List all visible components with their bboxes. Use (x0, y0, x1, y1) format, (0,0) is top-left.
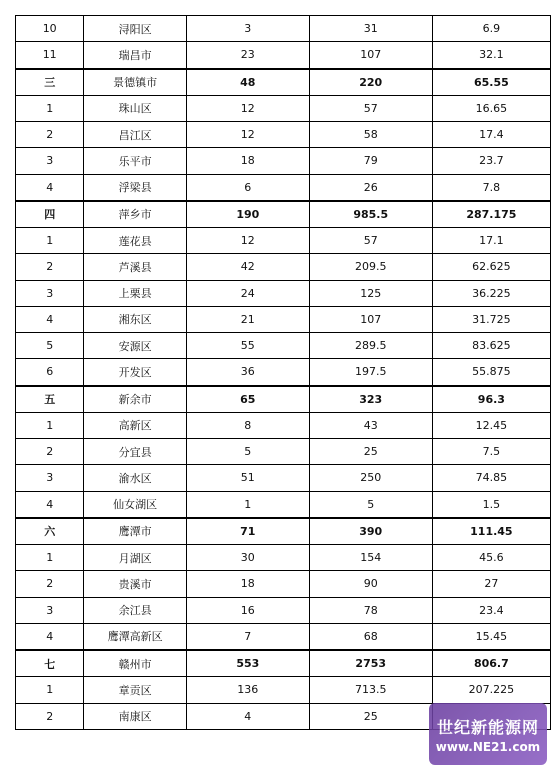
row-number-cell: 4 (16, 491, 84, 518)
value-cell: 45.6 (432, 545, 550, 571)
value-cell: 62.625 (432, 254, 550, 280)
value-cell: 6.9 (432, 16, 550, 42)
region-name-cell: 章贡区 (84, 677, 186, 703)
count-cell: 3 (186, 16, 309, 42)
count-cell: 55 (186, 333, 309, 359)
table-row (16, 16, 551, 42)
table-row (16, 228, 551, 254)
region-name-cell: 芦溪县 (84, 254, 186, 280)
capacity-cell: 68 (309, 623, 432, 650)
count-cell: 36 (186, 359, 309, 386)
region-name-cell: 开发区 (84, 359, 186, 386)
value-cell: 287.175 (432, 201, 550, 228)
capacity-cell: 107 (309, 306, 432, 332)
region-name-cell: 乐平市 (84, 148, 186, 174)
capacity-cell: 107 (309, 42, 432, 69)
count-cell: 12 (186, 228, 309, 254)
count-cell: 16 (186, 597, 309, 623)
table-row (16, 254, 551, 280)
value-cell: 111.45 (432, 518, 550, 545)
row-number-cell: 2 (16, 703, 84, 729)
row-number-cell: 5 (16, 333, 84, 359)
row-number-cell: 1 (16, 677, 84, 703)
capacity-cell: 57 (309, 95, 432, 121)
count-cell: 21 (186, 306, 309, 332)
row-number-cell: 2 (16, 122, 84, 148)
capacity-cell: 220 (309, 69, 432, 96)
value-cell: 31.725 (432, 306, 550, 332)
count-cell: 12 (186, 122, 309, 148)
region-name-cell: 鹰潭高新区 (84, 623, 186, 650)
row-number-cell: 2 (16, 439, 84, 465)
region-name-cell: 渝水区 (84, 465, 186, 491)
value-cell: 7.5 (432, 439, 550, 465)
value-cell: 74.85 (432, 465, 550, 491)
region-name-cell: 昌江区 (84, 122, 186, 148)
region-name-cell: 贵溪市 (84, 571, 186, 597)
count-cell: 7 (186, 623, 309, 650)
count-cell: 190 (186, 201, 309, 228)
value-cell: 65.55 (432, 69, 550, 96)
city-row (16, 201, 551, 228)
capacity-cell: 78 (309, 597, 432, 623)
value-cell: 83.625 (432, 333, 550, 359)
city-row (16, 650, 551, 677)
count-cell: 1 (186, 491, 309, 518)
table-row (16, 491, 551, 518)
region-name-cell: 浮梁县 (84, 174, 186, 201)
region-name-cell: 上栗县 (84, 280, 186, 306)
capacity-cell: 25 (309, 703, 432, 729)
table-row (16, 280, 551, 306)
row-number-cell: 4 (16, 306, 84, 332)
table-row (16, 148, 551, 174)
region-name-cell: 湘东区 (84, 306, 186, 332)
region-name-cell: 月湖区 (84, 545, 186, 571)
row-number-cell: 10 (16, 16, 84, 42)
count-cell: 5 (186, 439, 309, 465)
region-name-cell: 安源区 (84, 333, 186, 359)
table-row (16, 597, 551, 623)
capacity-cell: 154 (309, 545, 432, 571)
table-row (16, 465, 551, 491)
region-name-cell: 余江县 (84, 597, 186, 623)
count-cell: 18 (186, 148, 309, 174)
region-name-cell: 珠山区 (84, 95, 186, 121)
capacity-cell: 57 (309, 228, 432, 254)
count-cell: 6 (186, 174, 309, 201)
value-cell: 96.3 (432, 386, 550, 413)
capacity-cell: 125 (309, 280, 432, 306)
row-number-cell: 2 (16, 571, 84, 597)
count-cell: 30 (186, 545, 309, 571)
capacity-cell: 713.5 (309, 677, 432, 703)
region-name-cell: 仙女湖区 (84, 491, 186, 518)
count-cell: 24 (186, 280, 309, 306)
region-name-cell: 南康区 (84, 703, 186, 729)
row-number-cell: 1 (16, 412, 84, 438)
site-watermark-logo (429, 703, 547, 765)
value-cell: 16.65 (432, 95, 550, 121)
table-row (16, 545, 551, 571)
capacity-cell: 31 (309, 16, 432, 42)
count-cell: 136 (186, 677, 309, 703)
capacity-cell: 79 (309, 148, 432, 174)
capacity-cell: 43 (309, 412, 432, 438)
row-number-cell: 11 (16, 42, 84, 69)
city-row (16, 518, 551, 545)
capacity-cell: 985.5 (309, 201, 432, 228)
city-row (16, 69, 551, 96)
capacity-cell: 209.5 (309, 254, 432, 280)
row-number-cell: 3 (16, 148, 84, 174)
data-sheet (15, 15, 551, 730)
value-cell: 23.4 (432, 597, 550, 623)
value-cell: 17.4 (432, 122, 550, 148)
value-cell: 32.1 (432, 42, 550, 69)
row-number-cell: 4 (16, 174, 84, 201)
row-number-cell: 四 (16, 201, 84, 228)
region-name-cell: 新余市 (84, 386, 186, 413)
row-number-cell: 七 (16, 650, 84, 677)
count-cell: 65 (186, 386, 309, 413)
count-cell: 48 (186, 69, 309, 96)
row-number-cell: 1 (16, 95, 84, 121)
value-cell: 1.5 (432, 491, 550, 518)
row-number-cell: 五 (16, 386, 84, 413)
table-row (16, 174, 551, 201)
capacity-cell: 289.5 (309, 333, 432, 359)
value-cell: 17.1 (432, 228, 550, 254)
table-row (16, 333, 551, 359)
table-row (16, 42, 551, 69)
region-name-cell: 景德镇市 (84, 69, 186, 96)
row-number-cell: 3 (16, 465, 84, 491)
table-row (16, 306, 551, 332)
row-number-cell: 1 (16, 545, 84, 571)
region-name-cell: 莲花县 (84, 228, 186, 254)
row-number-cell: 2 (16, 254, 84, 280)
row-number-cell: 6 (16, 359, 84, 386)
capacity-cell: 197.5 (309, 359, 432, 386)
value-cell: 55.875 (432, 359, 550, 386)
row-number-cell: 3 (16, 597, 84, 623)
region-name-cell: 萍乡市 (84, 201, 186, 228)
value-cell: 23.7 (432, 148, 550, 174)
capacity-cell: 90 (309, 571, 432, 597)
row-number-cell: 3 (16, 280, 84, 306)
value-cell: 15.45 (432, 623, 550, 650)
row-number-cell: 1 (16, 228, 84, 254)
table-row (16, 359, 551, 386)
value-cell: 12.45 (432, 412, 550, 438)
capacity-cell: 250 (309, 465, 432, 491)
count-cell: 23 (186, 42, 309, 69)
count-cell: 12 (186, 95, 309, 121)
region-name-cell: 瑞昌市 (84, 42, 186, 69)
capacity-cell: 25 (309, 439, 432, 465)
count-cell: 8 (186, 412, 309, 438)
table-row (16, 412, 551, 438)
watermark-url: www.NE21.com (435, 739, 541, 754)
city-row (16, 386, 551, 413)
value-cell: 806.7 (432, 650, 550, 677)
allocation-table (15, 15, 551, 730)
region-name-cell: 高新区 (84, 412, 186, 438)
capacity-cell: 323 (309, 386, 432, 413)
capacity-cell: 5 (309, 491, 432, 518)
row-number-cell: 4 (16, 623, 84, 650)
table-row (16, 439, 551, 465)
table-body (16, 16, 551, 730)
capacity-cell: 390 (309, 518, 432, 545)
capacity-cell: 26 (309, 174, 432, 201)
table-row (16, 122, 551, 148)
capacity-cell: 2753 (309, 650, 432, 677)
region-name-cell: 赣州市 (84, 650, 186, 677)
region-name-cell: 分宜县 (84, 439, 186, 465)
row-number-cell: 六 (16, 518, 84, 545)
region-name-cell: 浔阳区 (84, 16, 186, 42)
count-cell: 4 (186, 703, 309, 729)
count-cell: 51 (186, 465, 309, 491)
table-row (16, 571, 551, 597)
value-cell: 27 (432, 571, 550, 597)
count-cell: 553 (186, 650, 309, 677)
table-row (16, 95, 551, 121)
table-row (16, 623, 551, 650)
count-cell: 42 (186, 254, 309, 280)
value-cell: 207.225 (432, 677, 550, 703)
watermark-title: 世纪新能源网 (436, 717, 539, 737)
table-row (16, 677, 551, 703)
value-cell: 36.225 (432, 280, 550, 306)
value-cell: 7.8 (432, 174, 550, 201)
row-number-cell: 三 (16, 69, 84, 96)
count-cell: 18 (186, 571, 309, 597)
count-cell: 71 (186, 518, 309, 545)
region-name-cell: 鹰潭市 (84, 518, 186, 545)
capacity-cell: 58 (309, 122, 432, 148)
